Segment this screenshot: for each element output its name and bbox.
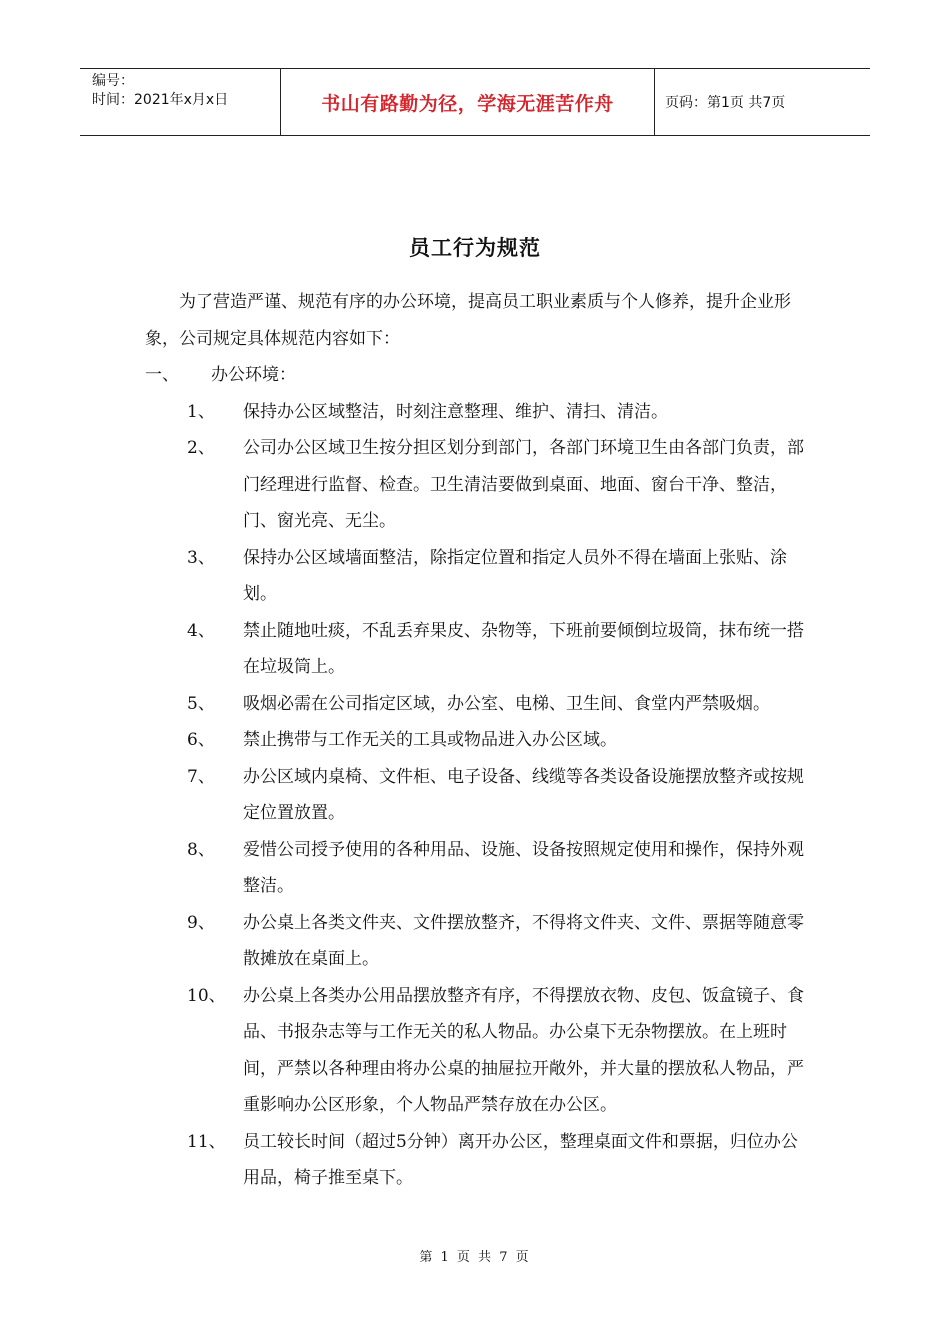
list-item <box>145 978 810 1124</box>
section-number: 一、 <box>145 365 179 385</box>
item-number: 2、 <box>187 438 215 458</box>
list-item <box>145 1124 810 1197</box>
item-text: 爱惜公司授予使用的各种用品、设施、设备按照规定使用和操作，保持外观整洁。 <box>243 839 804 896</box>
list-item <box>145 540 810 613</box>
item-text: 吸烟必需在公司指定区域，办公室、电梯、卫生间、食堂内严禁吸烟。 <box>243 693 770 714</box>
item-number: 9、 <box>187 912 215 933</box>
rules-list <box>145 394 810 1197</box>
document-body <box>145 284 810 1197</box>
item-number: 6、 <box>187 730 215 750</box>
item-number: 5、 <box>187 693 215 714</box>
number-label: 编号： <box>92 73 134 89</box>
header-meta <box>80 69 281 135</box>
item-text: 办公桌上各类文件夹、文件摆放整齐，不得将文件夹、文件、票据等随意零散摊放在桌面上。 <box>243 912 804 969</box>
list-item <box>145 686 810 723</box>
item-number: 3、 <box>187 547 215 568</box>
item-number: 7、 <box>187 766 215 787</box>
list-item <box>145 394 810 431</box>
item-number: 10、 <box>187 985 226 1006</box>
list-item <box>145 722 810 759</box>
item-text: 公司办公区域卫生按分担区划分到部门，各部门环境卫生由各部门负责，部门经理进行监督、检查。卫生清洁要做到桌面、地面、窗台干净、整洁，门、窗光亮、无尘。 <box>243 438 804 531</box>
section-label: 办公环境： <box>211 365 296 385</box>
item-number: 4、 <box>187 620 215 641</box>
document-title: 员工行为规范 <box>409 236 541 260</box>
intro-paragraph: 为了营造严谨、规范有序的办公环境，提高员工职业素质与个人修养，提升企业形象，公司规定具体规范内容如下： <box>145 292 791 349</box>
section-heading <box>145 357 810 394</box>
item-text: 禁止随地吐痰，不乱丢弃果皮、杂物等，下班前要倾倒垃圾筒，抹布统一搭在垃圾筒上。 <box>243 620 804 677</box>
list-item <box>145 832 810 905</box>
time-label: 时间：2021年x月x日 <box>92 92 229 108</box>
item-text: 保持办公区域整洁，时刻注意整理、维护、清扫、清洁。 <box>243 401 668 422</box>
list-item <box>145 430 810 540</box>
item-text: 员工较长时间（超过5分钟）离开办公区，整理桌面文件和票据，归位办公用品，椅子推至桌下。 <box>243 1131 798 1188</box>
item-text: 办公区域内桌椅、文件柜、电子设备、线缆等各类设备设施摆放整齐或按规定位置放置。 <box>243 766 804 823</box>
item-number: 1、 <box>187 401 215 422</box>
item-text: 禁止携带与工作无关的工具或物品进入办公区域。 <box>243 730 617 750</box>
page-footer: 第 1 页 共 7 页 <box>419 1250 531 1265</box>
list-item <box>145 759 810 832</box>
item-text: 办公桌上各类办公用品摆放整齐有序，不得摆放衣物、皮包、饭盒镜子、食品、书报杂志等与工作无关的私人物品。办公桌下无杂物摆放。在上班时间，严禁以各种理由将办公桌的抽屉拉开敞外，并大量的摆放私人物品，严重影响办公区形象，个人物品严禁存放在办公区。 <box>243 985 804 1115</box>
header-motto: 书山有路勤为径，学海无涯苦作舟 <box>281 69 655 135</box>
list-item <box>145 613 810 686</box>
header-page-code: 页码：第1页 共7页 <box>665 95 786 111</box>
document-header <box>80 68 870 136</box>
item-text: 保持办公区域墙面整洁，除指定位置和指定人员外不得在墙面上张贴、涂划。 <box>243 547 787 604</box>
item-number: 11、 <box>187 1131 226 1152</box>
list-item <box>145 905 810 978</box>
item-number: 8、 <box>187 839 215 860</box>
